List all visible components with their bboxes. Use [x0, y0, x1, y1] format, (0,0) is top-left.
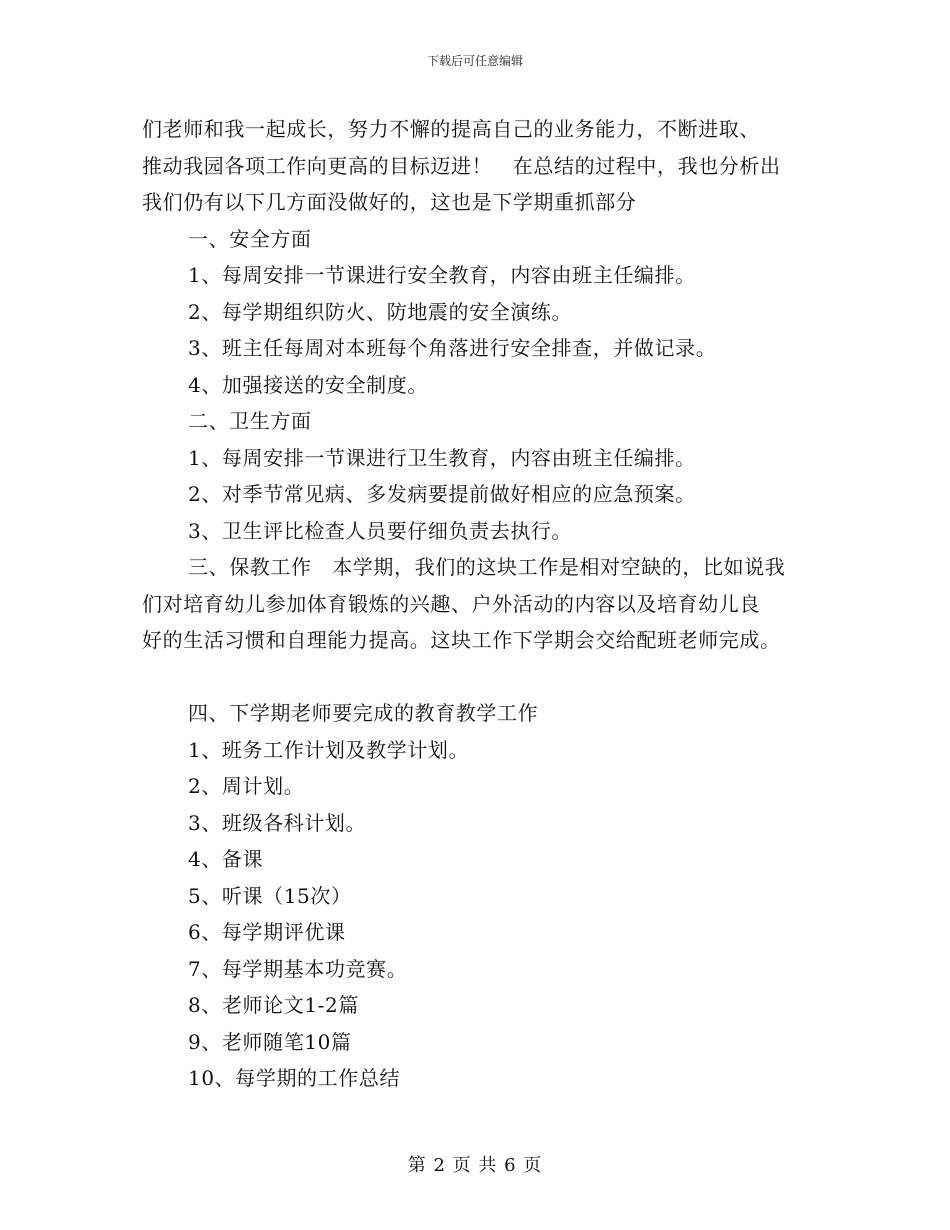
- list-item: 4、加强接送的安全制度。: [188, 372, 428, 397]
- paragraph-line: 推动我园各项工作向更高的目标迈进！ 在总结的过程中，我也分析出: [142, 153, 781, 178]
- list-item: 2、周计划。: [188, 774, 305, 798]
- paragraph-line: 们老师和我一起成长，努力不懈的提高自己的业务能力，不断进取、: [142, 117, 760, 141]
- page-number-footer: 第 2 页 共 6 页: [407, 1155, 543, 1176]
- list-item: 10、每学期的工作总结: [188, 1066, 401, 1090]
- list-item: 4、备课: [188, 847, 264, 871]
- list-item: 1、班务工作计划及教学计划。: [188, 737, 470, 762]
- paragraph-line: 好的生活习惯和自理能力提高。这块工作下学期会交给配班老师完成。: [142, 628, 781, 652]
- list-item: 3、班主任每周对本班每个角落进行安全排查，并做记录。: [188, 336, 717, 360]
- section-heading-hygiene: 二、卫生方面: [188, 409, 312, 433]
- paragraph-line: 们对培育幼儿参加体育锻炼的兴趣、户外活动的内容以及培育幼儿良: [142, 591, 760, 616]
- list-item: 3、卫生评比检查人员要仔细负责去执行。: [188, 518, 573, 543]
- section-heading-care-education: 三、保教工作 本学期，我们的这块工作是相对空缺的，比如说我: [188, 555, 786, 579]
- document-body: [142, 111, 842, 1097]
- list-item: 7、每学期基本功竞赛。: [188, 956, 408, 981]
- list-item: 1、每周安排一节课进行安全教育，内容由班主任编排。: [188, 263, 696, 287]
- list-item: 5、听课（15次）: [188, 883, 352, 908]
- blank-line: [142, 659, 842, 696]
- list-item: 2、每学期组织防火、防地震的安全演练。: [188, 299, 573, 324]
- list-item: 2、对季节常见病、多发病要提前做好相应的应急预案。: [188, 482, 696, 506]
- section-heading-safety: 一、安全方面: [188, 226, 312, 251]
- list-item: 8、老师论文1-2篇: [188, 993, 359, 1017]
- list-item: 1、每周安排一节课进行卫生教育，内容由班主任编排。: [188, 445, 696, 470]
- paragraph-line: 我们仍有以下几方面没做好的，这也是下学期重抓部分: [142, 190, 637, 214]
- section-heading-teaching-work: 四、下学期老师要完成的教育教学工作: [188, 701, 539, 725]
- page-header-note: 下载后可任意编辑: [426, 54, 523, 68]
- list-item: 9、老师随笔10篇: [188, 1029, 352, 1054]
- list-item: 3、班级各科计划。: [188, 810, 367, 835]
- list-item: 6、每学期评优课: [188, 920, 346, 944]
